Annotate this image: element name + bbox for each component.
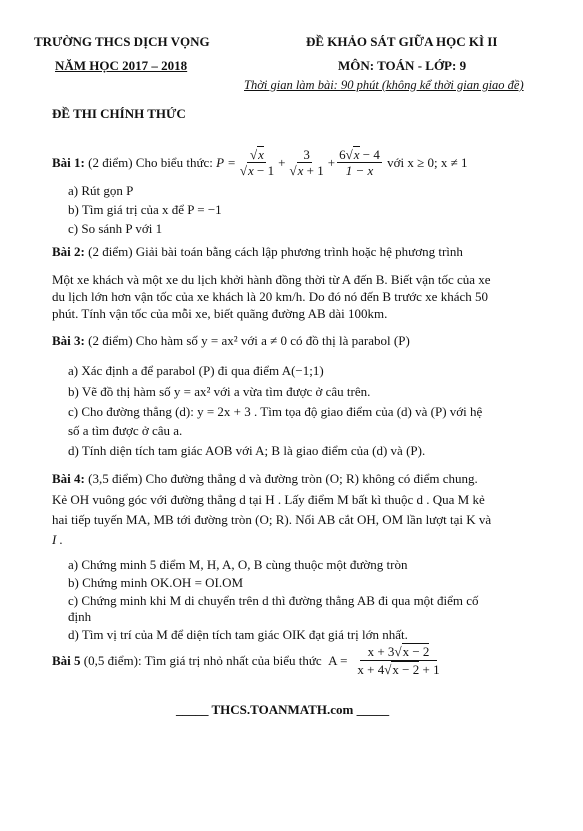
bai3-item-a: a) Xác định a để parabol (P) đi qua điểm A(−1;1) [68,363,324,378]
official-label: ĐỀ THI CHÍNH THỨC [52,106,186,121]
bai1-item-a: a) Rút gọn P [68,183,134,198]
bai2-intro: (2 điểm) Giải bài toán bằng cách lập phương trình hoặc hệ phương trình [88,244,463,259]
bai1-fraction-1: $\frac{√x}{√x - 1}$ [239,147,275,178]
bai1-fraction-2: $\frac{3}{√x + 1}$ [289,147,324,178]
bai2-line [52,244,463,260]
bai4-item-a: a) Chứng minh 5 điểm M, H, A, O, B cùng thuộc một đường tròn [68,557,408,572]
bai4-text-2: hai tiếp tuyến MA, MB tới đường tròn (O; R). Nối AB cắt OH, OM lần lượt tại K và [52,512,492,527]
bai5-label: Bài 5 [52,652,81,668]
bai1-fraction-3: $\frac{6√x - 4}{1 - x}$ [339,147,380,178]
bai1-item-b: b) Tìm giá trị của x để P = −1 [68,202,222,217]
bai1-condition: với x ≥ 0; x ≠ 1 [387,154,468,170]
school-name: TRƯỜNG THCS DỊCH VỌNG [34,34,210,49]
bai2-text-3: phút. Tính vận tốc của mỗi xe, biết quãng đường AB dài 100km. [52,306,388,321]
bai3-item-c: c) Cho đường thẳng (d): y = 2x + 3 . Tìm tọa độ giao điểm của (d) và (P) với hệ [68,404,483,419]
bai2-label: Bài 2: [52,244,85,259]
bai3-item-b: b) Vẽ đồ thị hàm số y = ax² với a vừa tìm được ở câu trên. [68,384,371,399]
bai4-item-c-cont: định [68,609,92,624]
bai4-intro: (3,5 điểm) Cho đường thẳng d và đường tròn (O; R) không có điểm chung. [88,471,478,486]
bai4-line [52,471,478,487]
exam-subject: MÔN: TOÁN - LỚP: 9 [338,58,467,73]
bai4-label: Bài 4: [52,471,85,486]
bai5-fraction: $\frac{x + 3√x - 2}{x + 4√x - 2 + 1}$ [357,644,440,677]
bai5-line [52,645,450,676]
exam-time: Thời gian làm bài: 90 phút (không kể thời gian giao đề) [244,78,524,92]
school-year: NĂM HỌC 2017 – 2018 [55,58,188,73]
bai1-line: Bài 1: (2 điểm) Cho biểu thức: P = $\frac{√x}{√x - 1}$ + $\frac{3}{√x + 1}$ + $\frac{6√x - 4}{1 - x}$ với x ≥ 0; x ≠ 1 [52,147,468,178]
bai3-item-c-cont: số a tìm được ở câu a. [68,423,183,438]
bai1-intro: (2 điểm) Cho biểu thức: [88,154,213,170]
bai4-text-1: Kẻ OH vuông góc với đường thẳng d tại H . Lấy điểm M bất kì thuộc d . Qua M kẻ [52,492,485,507]
exam-title: ĐỀ KHẢO SÁT GIỮA HỌC KÌ II [306,34,498,49]
bai3-line [52,333,410,349]
bai5-A: A = [328,652,348,668]
bai5-intro: (0,5 điểm): Tìm giá trị nhỏ nhất của biểu thức [83,652,322,668]
bai2-text-2: du lịch lớn hơn vận tốc của xe khách là 20 km/h. Do đó nó đến B trước xe khách 50 [52,289,488,304]
bai2-text-1: Một xe khách và một xe du lịch khởi hành đồng thời từ A đến B. Biết vận tốc của xe [52,272,491,287]
bai4-item-d: d) Tìm vị trí của M để diện tích tam giác OIK đạt giá trị lớn nhất. [68,627,408,642]
footer-site: _____ THCS.TOANMATH.com _____ [176,702,390,717]
bai3-intro: (2 điểm) Cho hàm số y = ax² với a ≠ 0 có đồ thị là parabol (P) [88,333,410,348]
bai3-label: Bài 3: [52,333,85,348]
bai1-P: P = [216,154,236,170]
bai1-item-c: c) So sánh P với 1 [68,221,163,236]
bai4-item-b: b) Chứng minh OK.OH = OI.OM [68,575,244,590]
bai4-text-3: I . [52,532,63,547]
bai4-item-c: c) Chứng minh khi M di chuyển trên d thì đường thẳng AB đi qua một điểm cố [68,593,479,608]
bai3-item-d: d) Tính diện tích tam giác AOB với A; B là giao điểm của (d) và (P). [68,443,426,458]
bai1-label: Bài 1: [52,154,85,170]
